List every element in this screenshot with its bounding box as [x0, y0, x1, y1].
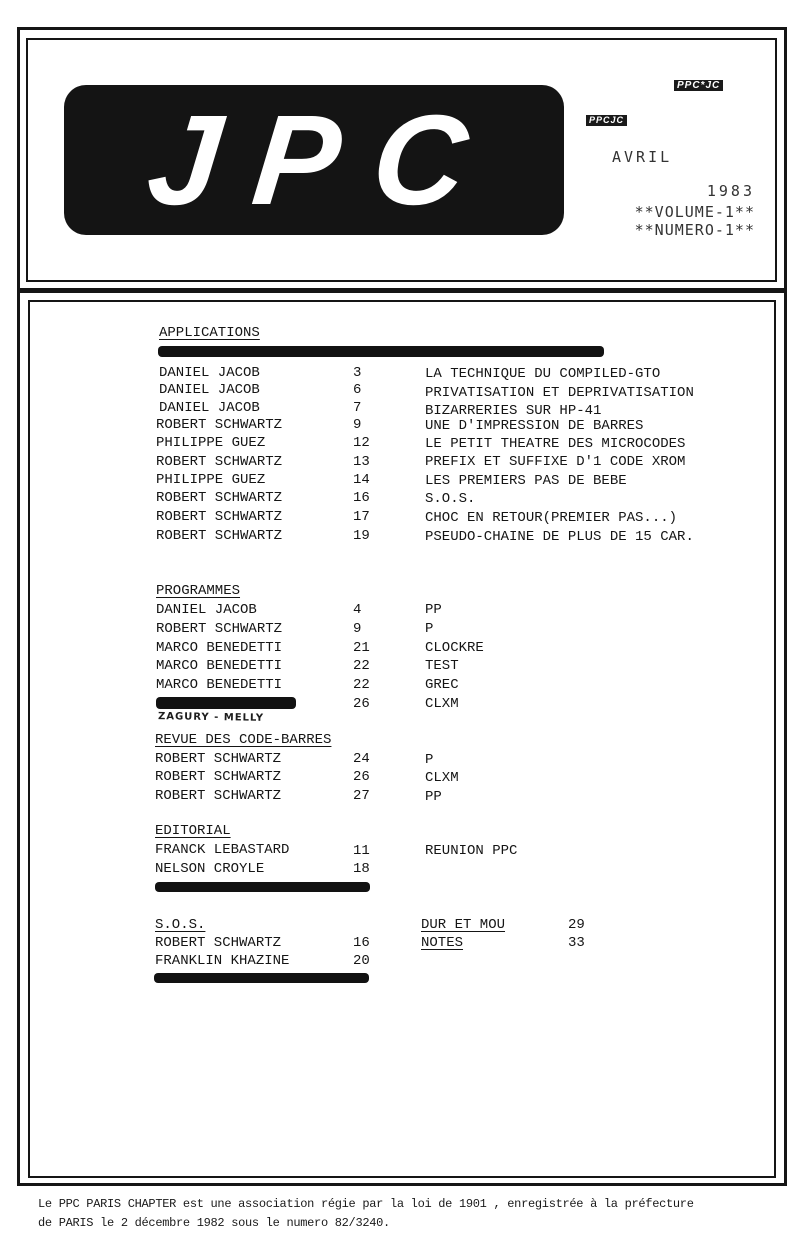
article-title: PSEUDO-CHAINE DE PLUS DE 15 CAR. — [425, 529, 694, 545]
article-title: LE PETIT THEATRE DES MICROCODES — [425, 436, 686, 452]
section-title-programmes: PROGRAMMES — [156, 583, 241, 599]
page-number: 12 — [353, 435, 370, 451]
footer-line-1: Le PPC PARIS CHAPTER est une association régie par la loi de 1901 , enregistrée à la préfecture — [38, 1197, 694, 1211]
author: MARCO BENEDETTI — [156, 658, 283, 674]
page-number: 4 — [353, 602, 362, 618]
author: DANIEL JACOB — [156, 602, 257, 618]
ppc-mark-small: PPCJC — [586, 115, 627, 126]
program-name: P — [425, 752, 434, 768]
author: ROBERT SCHWARTZ — [156, 509, 283, 525]
author: PHILIPPE GUEZ — [156, 472, 266, 488]
program-name: TEST — [425, 658, 459, 674]
article-title: BIZARRERIES SUR HP-41 — [425, 403, 602, 419]
author: DANIEL JACOB — [159, 382, 260, 398]
page-number: 14 — [353, 472, 370, 488]
author: MARCO BENEDETTI — [156, 677, 283, 693]
author: FRANKLIN KHAZINE — [155, 953, 290, 969]
author: ROBERT SCHWARTZ — [155, 788, 282, 804]
page-number: 9 — [353, 417, 362, 433]
author: PHILIPPE GUEZ — [156, 435, 266, 451]
handwritten-note: ZAGURY - MELLY — [157, 711, 265, 724]
author: ROBERT SCHWARTZ — [156, 621, 283, 637]
page-number: 6 — [353, 382, 362, 398]
article-title: UNE D'IMPRESSION DE BARRES — [425, 418, 644, 434]
redaction-bar — [154, 973, 369, 983]
article-title: S.O.S. — [425, 491, 476, 507]
section-title-revue: REVUE DES CODE-BARRES — [155, 732, 332, 748]
redacted-author-bar — [156, 697, 296, 709]
author: NELSON CROYLE — [155, 861, 265, 877]
author: DANIEL JACOB — [159, 400, 260, 416]
program-name: GREC — [425, 677, 459, 693]
issue-number: **NUMERO-1** — [634, 221, 755, 239]
page-number: 3 — [353, 365, 362, 381]
program-name: PP — [425, 789, 442, 805]
author: ROBERT SCHWARTZ — [155, 751, 282, 767]
article-title: CHOC EN RETOUR(PREMIER PAS...) — [425, 510, 678, 526]
footer-line-2: de PARIS le 2 décembre 1982 sous le numero 82/3240. — [38, 1216, 390, 1230]
program-name: CLXM — [425, 696, 459, 712]
page-number: 18 — [353, 861, 370, 877]
page-number: 7 — [353, 400, 362, 416]
redaction-bar — [155, 882, 370, 892]
page-number: 17 — [353, 509, 370, 525]
issue-month: AVRIL — [612, 148, 673, 166]
page-number: 21 — [353, 640, 370, 656]
jpc-logo — [64, 85, 564, 235]
program-name: CLXM — [425, 770, 459, 786]
page-number: 16 — [353, 935, 370, 951]
author: FRANCK LEBASTARD — [155, 842, 290, 858]
author: ROBERT SCHWARTZ — [156, 454, 283, 470]
page-number: 22 — [353, 677, 370, 693]
redaction-bar — [158, 346, 604, 357]
author: ROBERT SCHWARTZ — [156, 417, 283, 433]
contents-inner-frame — [28, 300, 776, 1178]
page-number: 16 — [353, 490, 370, 506]
page-number-dur-et-mou: 29 — [568, 917, 585, 933]
issue-year: 1983 — [706, 182, 755, 200]
article-title: PREFIX ET SUFFIXE D'1 CODE XROM — [425, 454, 686, 470]
section-title-sos: S.O.S. — [155, 917, 206, 933]
author: ROBERT SCHWARTZ — [155, 935, 282, 951]
issue-volume: **VOLUME-1** — [634, 203, 755, 221]
author: ROBERT SCHWARTZ — [156, 490, 283, 506]
page-number: 20 — [353, 953, 370, 969]
program-name: P — [425, 621, 434, 637]
section-title-notes: NOTES — [421, 935, 464, 951]
author: ROBERT SCHWARTZ — [156, 528, 283, 544]
page-number: 26 — [353, 769, 370, 785]
article-title: REUNION PPC — [425, 843, 518, 859]
page-number: 13 — [353, 454, 370, 470]
page-number-notes: 33 — [568, 935, 585, 951]
page-number: 24 — [353, 751, 370, 767]
author: ROBERT SCHWARTZ — [155, 769, 282, 785]
program-name: PP — [425, 602, 442, 618]
page-number: 22 — [353, 658, 370, 674]
article-title: LA TECHNIQUE DU COMPILED-GTO — [425, 366, 661, 382]
article-title: PRIVATISATION ET DEPRIVATISATION — [425, 385, 694, 401]
page-number: 27 — [353, 788, 370, 804]
author: MARCO BENEDETTI — [156, 640, 283, 656]
program-name: CLOCKRE — [425, 640, 484, 656]
ppc-mark-top: PPC*JC — [674, 80, 723, 91]
page-number: 9 — [353, 621, 362, 637]
page-number: 26 — [353, 696, 370, 712]
section-title-dur-et-mou: DUR ET MOU — [421, 917, 506, 933]
article-title: LES PREMIERS PAS DE BEBE — [425, 473, 627, 489]
section-title-applications: APPLICATIONS — [159, 325, 260, 341]
page-number: 19 — [353, 528, 370, 544]
page-number: 11 — [353, 843, 370, 859]
logo-text: JPC — [140, 88, 508, 232]
author: DANIEL JACOB — [159, 365, 260, 381]
section-title-editorial: EDITORIAL — [155, 823, 231, 839]
